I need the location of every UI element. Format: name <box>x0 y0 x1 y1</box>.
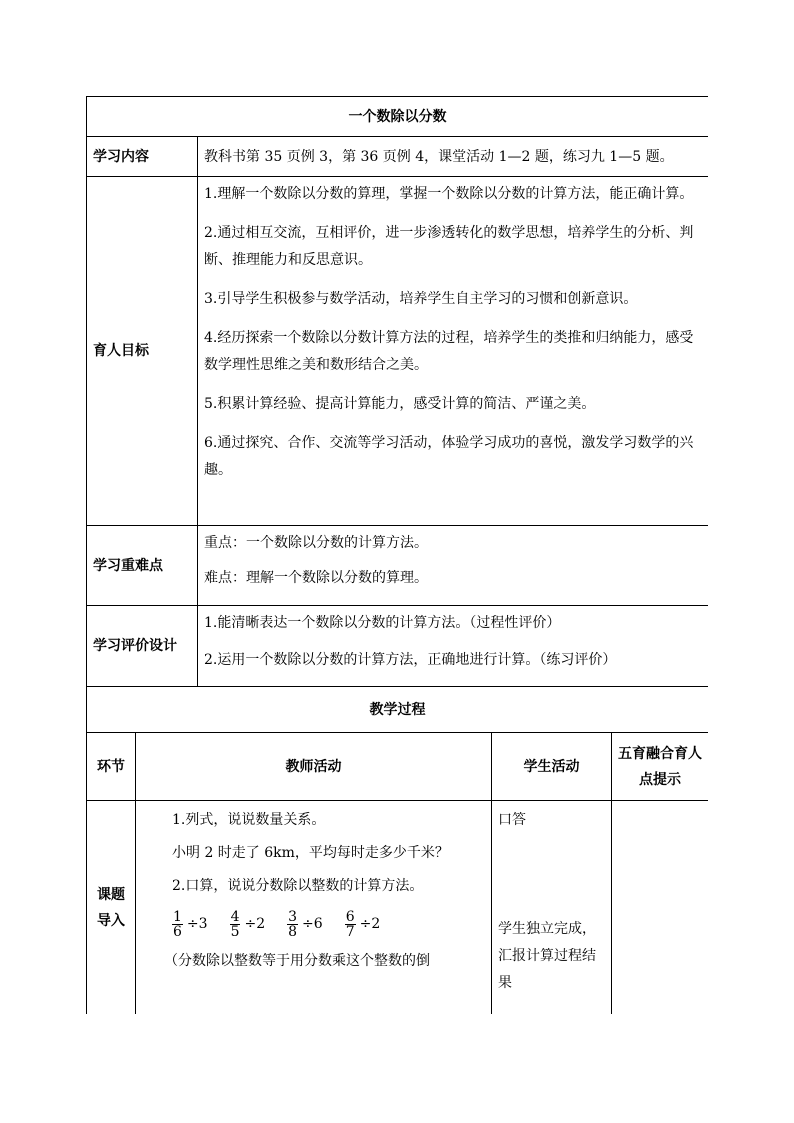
content-label: 学习内容 <box>87 137 198 177</box>
lesson-title: 一个数除以分数 <box>87 97 709 137</box>
lesson-plan-table <box>86 96 708 1014</box>
focus-text: 重点：一个数除以分数的计算方法。 <box>204 535 428 551</box>
teacher-line: 1.列式，说说数量关系。 <box>172 812 326 828</box>
keypoints-content <box>198 526 709 606</box>
keypoints-label: 学习重难点 <box>87 526 198 606</box>
goal-item: 2.通过相互交流，互相评价，进一步渗透转化的数学思想，培养学生的分析、判断、推理能力和反思意识。 <box>204 225 694 268</box>
difficulty-text: 难点：理解一个数除以分数的算理。 <box>204 570 428 586</box>
goals-label: 育人目标 <box>87 177 198 526</box>
stage-intro: 课题导入 <box>87 801 136 1015</box>
student-bottom: 学生独立完成，汇报计算过程结果 <box>498 921 596 991</box>
evaluation-content <box>198 606 709 687</box>
fraction-op: ÷2 <box>244 916 266 932</box>
teacher-line: 2.口算，说说分数除以整数的计算方法。 <box>172 878 424 894</box>
fraction-exercises <box>172 904 485 944</box>
goals-list <box>198 177 709 526</box>
header-teacher: 教师活动 <box>136 733 492 801</box>
header-hint: 五育融合育人点提示 <box>612 733 709 801</box>
hint-cell <box>612 801 709 1015</box>
document-page <box>86 96 708 1014</box>
evaluation-item: 1.能清晰表达一个数除以分数的计算方法。（过程性评价） <box>204 615 561 631</box>
process-title: 教学过程 <box>87 687 709 733</box>
header-student: 学生活动 <box>492 733 612 801</box>
teacher-line: 小明 2 时走了 6km，平均每时走多少千米？ <box>172 845 449 861</box>
teacher-tail: （分数除以整数等于用分数乘这个整数的倒 <box>164 953 430 969</box>
goal-item: 1.理解一个数除以分数的算理，掌握一个数除以分数的计算方法，能正确计算。 <box>204 186 694 202</box>
content-text: 教科书第 35 页例 3，第 36 页例 4，课堂活动 1—2 题，练习九 1—5 题。 <box>198 137 709 177</box>
fraction: $\frac{4}{5}$ <box>230 908 240 940</box>
goal-item: 5.积累计算经验、提高计算能力，感受计算的简洁、严谨之美。 <box>204 396 596 412</box>
header-stage: 环节 <box>87 733 136 801</box>
student-top: 口答 <box>498 812 526 828</box>
fraction-op: ÷2 <box>359 916 381 932</box>
fraction: $\frac{1}{6}$ <box>173 908 182 940</box>
evaluation-label: 学习评价设计 <box>87 606 198 687</box>
goal-item: 6.通过探究、合作、交流等学习活动，体验学习成功的喜悦，激发学习数学的兴趣。 <box>204 435 694 478</box>
student-activity <box>492 801 612 1015</box>
goal-item: 3.引导学生积极参与数学活动，培养学生自主学习的习惯和创新意识。 <box>204 291 638 307</box>
fraction-op: ÷3 <box>186 916 208 932</box>
goal-item: 4.经历探索一个数除以分数计算方法的过程，培养学生的类推和归纳能力，感受数学理性思维之美和数形结合之美。 <box>204 330 694 373</box>
fraction: $\frac{6}{7}$ <box>345 908 355 940</box>
evaluation-item: 2.运用一个数除以分数的计算方法，正确地进行计算。（练习评价） <box>204 652 617 668</box>
teacher-activity <box>136 801 492 1015</box>
fraction-op: ÷6 <box>302 916 323 932</box>
fraction: $\frac{3}{8}$ <box>288 908 298 940</box>
